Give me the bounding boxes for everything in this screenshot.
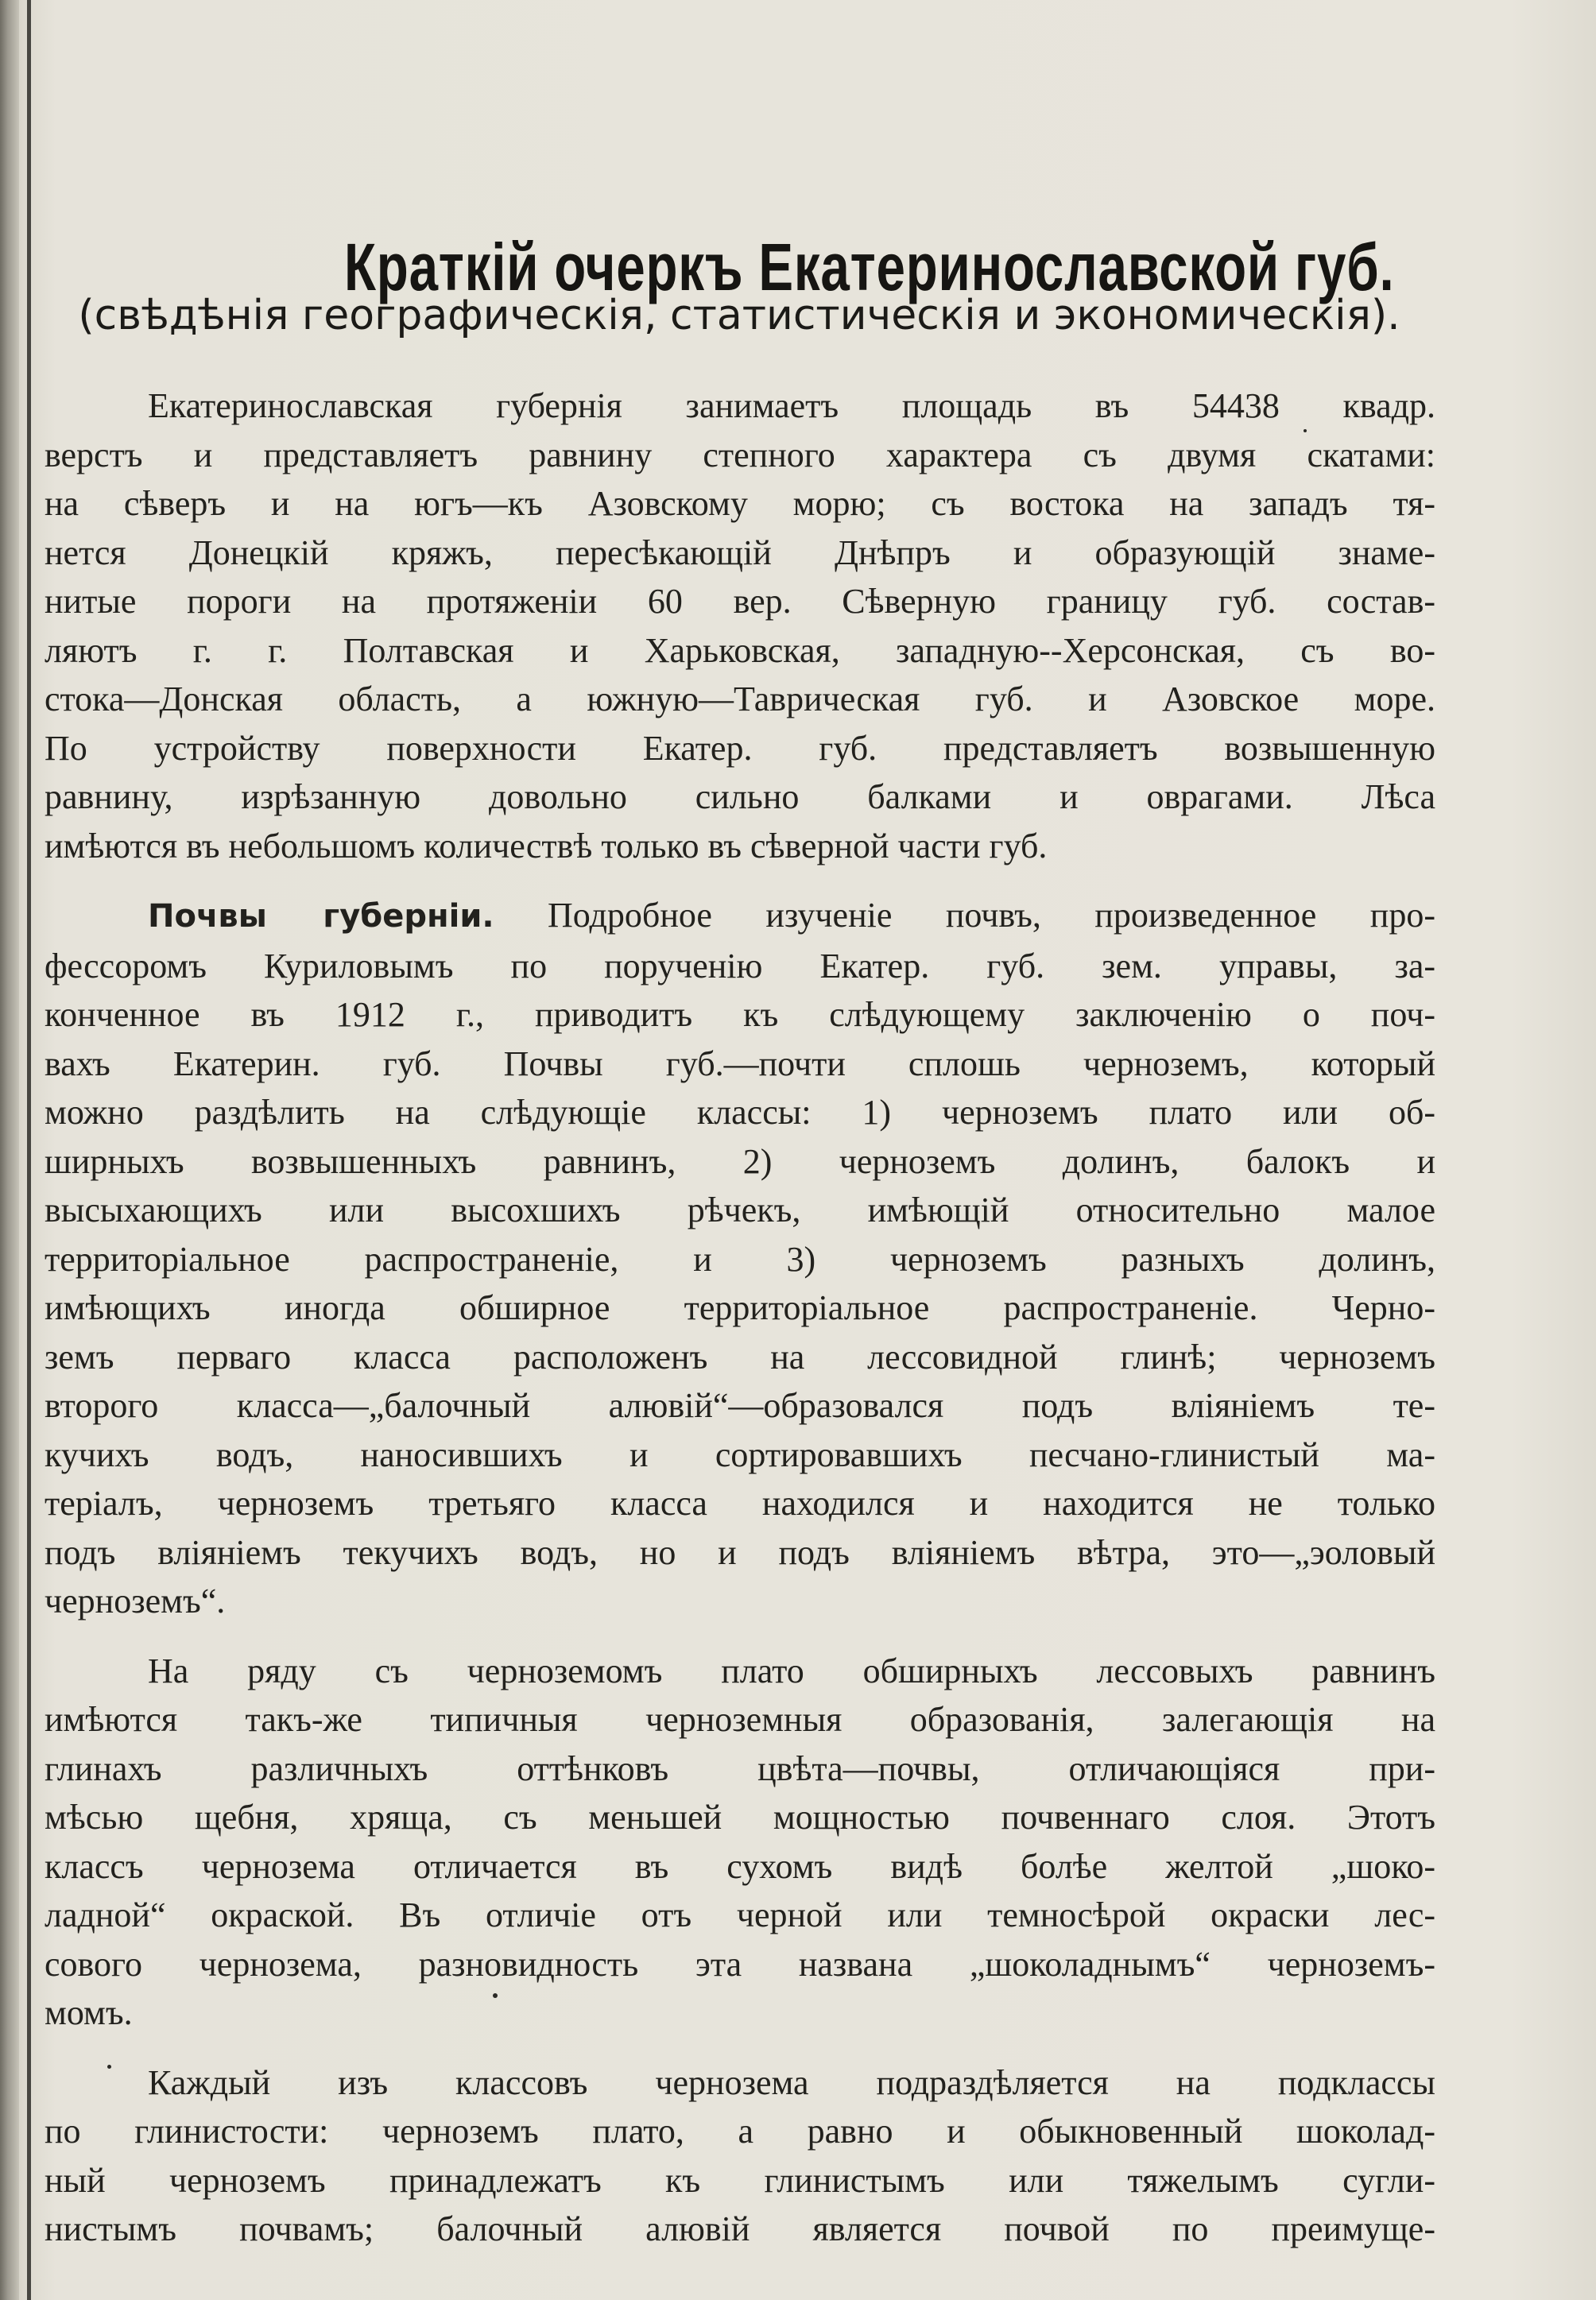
text-line: мѣсью щебня, хряща, съ меньшей мощностью почвеннаго слоя. Этотъ [45,1798,1435,1837]
text-line: нется Донецкій кряжъ, пересѣкающій Днѣпръ и образующій знаме- [45,532,1435,572]
paragraph-geography [45,381,1435,870]
paragraph-subclasses [45,2058,1435,2254]
section-heading-soils: Почвы губерніи. [148,898,494,935]
text-line: ляютъ г. г. Полтавская и Харьковская, западную--Херсонская, съ во- [45,630,1435,670]
text-line: Екатеринославская губернія занимаетъ площадь въ 54438 квадр. [148,386,1435,425]
text-line: кучихъ водъ, наносившихъ и сортировавшихъ песчано-глинистый ма- [45,1435,1435,1474]
text-line: по глинистости: черноземъ плато, а равно и обыкновенный шоколад- [45,2112,1435,2151]
text-line: высыхающихъ или высохшихъ рѣчекъ, имѣющій относительно малое [45,1191,1435,1229]
text-line: территоріальное распространеніе, и 3) черноземъ разныхъ долинъ, [45,1239,1435,1279]
text-line: сового чернозема, разновидность эта названа „шоколаднымъ“ черноземъ- [45,1944,1435,1984]
page-fold-line [27,0,31,2300]
text-line: Каждый изъ классовъ чернозема подраздѣляется на подклассы [148,2062,1435,2102]
ink-speck [493,1993,498,1998]
text-line: ный черноземъ принадлежатъ къ глинистымъ или тяжелымъ сугли- [45,2160,1435,2200]
text-line: имѣются въ небольшомъ количествѣ только въ сѣверной части губ. [45,826,1048,865]
paragraph-chocolate-chernozem [45,1647,1435,2038]
text-line: вахъ Екатерин. губ. Почвы губ.—почти сплошь черноземъ, который [45,1044,1435,1083]
text-line: можно раздѣлить на слѣдующіе классы: 1) черноземъ плато или об- [45,1093,1435,1132]
page-subtitle: (свѣдѣнія географическія, статистическія и экономическія). [78,292,1400,339]
text-line: На ряду съ черноземомъ плато обширныхъ лессовыхъ равнинъ [148,1651,1435,1690]
text-line: подъ вліяніемъ текучихъ водъ, но и подъ вліяніемъ вѣтра, это—„эоловый [45,1532,1435,1572]
page-binding-edge [0,0,19,2300]
text-line: равнину, изрѣзанную довольно сильно балками и оврагами. Лѣса [45,777,1435,816]
text-line: момъ. [45,1993,133,2032]
text-line [45,891,1435,942]
text-line: ладной“ окраской. Въ отличіе отъ черной или темносѣрой окраски лес- [45,1895,1435,1934]
text-line: имѣющихъ иногда обширное территоріальное распространеніе. Черно- [45,1288,1435,1327]
text-line: глинахъ различныхъ оттѣнковъ цвѣта—почвы, отличающіяся при- [45,1748,1435,1788]
text-line: стока—Донская область, а южную—Таврическая губ. и Азовское море. [45,680,1435,718]
text-line: верстъ и представляетъ равнину степного характера съ двумя скатами: [45,435,1435,474]
text-line: конченное въ 1912 г., приводитъ къ слѣдующему заключенію о поч- [45,995,1435,1034]
text-line: классъ чернозема отличается въ сухомъ видѣ болѣе желтой „шоко- [45,1846,1435,1886]
text-line: земъ перваго класса расположенъ на лессовидной глинѣ; черноземъ [45,1337,1435,1377]
text-line: По устройству поверхности Екатер. губ. представляетъ возвышенную [45,728,1435,768]
page-title: Краткій очеркъ Екатеринославской губ. [344,230,1395,305]
text-line: черноземъ“. [45,1582,226,1620]
text-line-continuation: Подробное изученіе почвъ, произведенное про- [548,896,1436,935]
text-line: теріалъ, черноземъ третьяго класса находился и находится не только [45,1484,1435,1523]
ink-speck [107,2065,111,2069]
text-line: нистымъ почвамъ; балочный алювій является почвой по преимуще- [45,2209,1435,2248]
text-line: нитые пороги на протяженіи 60 вер. Сѣверную границу губ. состав- [45,582,1435,621]
text-line: фессоромъ Куриловымъ по порученію Екатер. губ. зем. управы, за- [45,946,1435,985]
text-line: второго класса—„балочный алювій“—образовался подъ вліяніемъ те- [45,1386,1435,1425]
text-line: имѣются такъ-же типичныя черноземныя образованія, залегающія на [45,1700,1435,1739]
text-line: на сѣверъ и на югъ—къ Азовскому морю; съ востока на западъ тя- [45,484,1435,523]
paragraph-soils [45,891,1435,1626]
ink-speck [1304,429,1307,432]
article-body [45,381,1435,2254]
text-line: ширныхъ возвышенныхъ равнинъ, 2) черноземъ долинъ, балокъ и [45,1141,1435,1181]
